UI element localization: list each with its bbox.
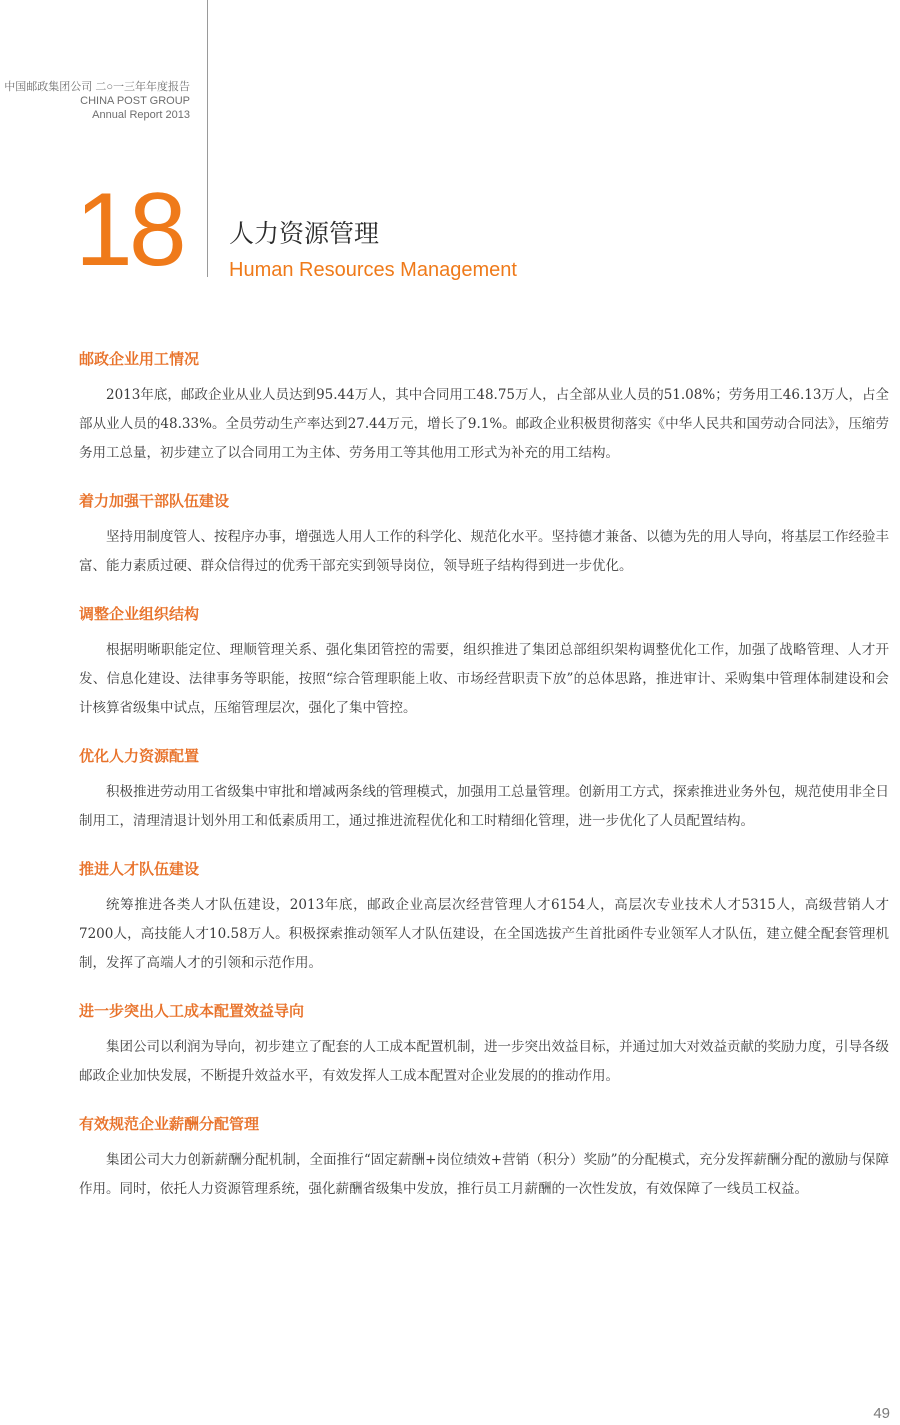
section-title: 邮政企业用工情况 (79, 350, 200, 368)
section-body: 统筹推进各类人才队伍建设，2013年底，邮政企业高层次经营管理人才6154人，高层次专业技术人才5315人，高级营销人才7200人，高技能人才10.58万人。积极探索推动领军人才队伍建设，在全国选拔产生首批函件专业领军人才队伍，建立健全配套管理机制，发挥了高端人才的引领和示范作用。 (79, 897, 889, 971)
header-divider-line (207, 0, 208, 277)
section (79, 744, 889, 836)
section-body: 坚持用制度管人、按程序办事，增强选人用人工作的科学化、规范化水平。坚持德才兼备、以德为先的用人导向，将基层工作经验丰富、能力素质过硬、群众信得过的优秀干部充实到领导岗位，领导班子结构得到进一步优化。 (79, 529, 889, 574)
section (79, 489, 889, 581)
section-body: 积极推进劳动用工省级集中审批和增减两条线的管理模式，加强用工总量管理。创新用工方式，探索推进业务外包，规范使用非全日制用工，清理清退计划外用工和低素质用工，通过推进流程优化和工时精细化管理，进一步优化了人员配置结构。 (79, 784, 889, 829)
section (79, 857, 889, 978)
section (79, 602, 889, 723)
section-body: 2013年底，邮政企业从业人员达到95.44万人，其中合同用工48.75万人，占全部从业人员的51.08%；劳务用工46.13万人，占全部从业人员的48.33%。全员劳动生产率达到27.44万元，增长了9.1%。邮政企业积极贯彻落实《中华人民共和国劳动合同法》，压缩劳务用工总量，初步建立了以合同用工为主体、劳务用工等其他用工形式为补充的用工结构。 (79, 387, 889, 461)
section-title: 推进人才队伍建设 (79, 860, 200, 878)
section-title: 调整企业组织结构 (79, 605, 200, 623)
section (79, 347, 889, 468)
section-title: 优化人力资源配置 (79, 747, 200, 765)
page-number: 49 (873, 1405, 890, 1422)
section-title: 进一步突出人工成本配置效益导向 (79, 1002, 305, 1020)
chapter-number: 18 (75, 172, 183, 288)
header-company-en: CHINA POST GROUP (80, 95, 190, 107)
section-title: 有效规范企业薪酬分配管理 (79, 1115, 260, 1133)
header-report-title: Annual Report 2013 (92, 109, 190, 121)
chapter-title-cn: 人力资源管理 (229, 219, 380, 248)
section-body: 集团公司大力创新薪酬分配机制，全面推行“固定薪酬+岗位绩效+营销（积分）奖励”的分配模式，充分发挥薪酬分配的激励与保障作用。同时，依托人力资源管理系统，强化薪酬省级集中发放，推行员工月薪酬的一次性发放，有效保障了一线员工权益。 (79, 1152, 889, 1197)
report-header (4, 80, 190, 122)
section-body: 根据明晰职能定位、理顺管理关系、强化集团管控的需要，组织推进了集团总部组织架构调整优化工作，加强了战略管理、人才开发、信息化建设、法律事务等职能，按照“综合管理职能上收、市场经营职责下放”的总体思路，推进审计、采购集中管理体制建设和会计核算省级集中试点，压缩管理层次，强化了集中管控。 (79, 642, 889, 716)
section (79, 999, 889, 1091)
section-body: 集团公司以利润为导向，初步建立了配套的人工成本配置机制，进一步突出效益目标，并通过加大对效益贡献的奖励力度，引导各级邮政企业加快发展，不断提升效益水平，有效发挥人工成本配置对企业发展的的推动作用。 (79, 1039, 889, 1084)
header-company-cn: 中国邮政集团公司 二○一三年年度报告 (4, 81, 190, 93)
chapter-content (79, 347, 889, 1225)
section-title: 着力加强干部队伍建设 (79, 492, 230, 510)
section (79, 1112, 889, 1204)
chapter-title-en: Human Resources Management (229, 259, 517, 281)
